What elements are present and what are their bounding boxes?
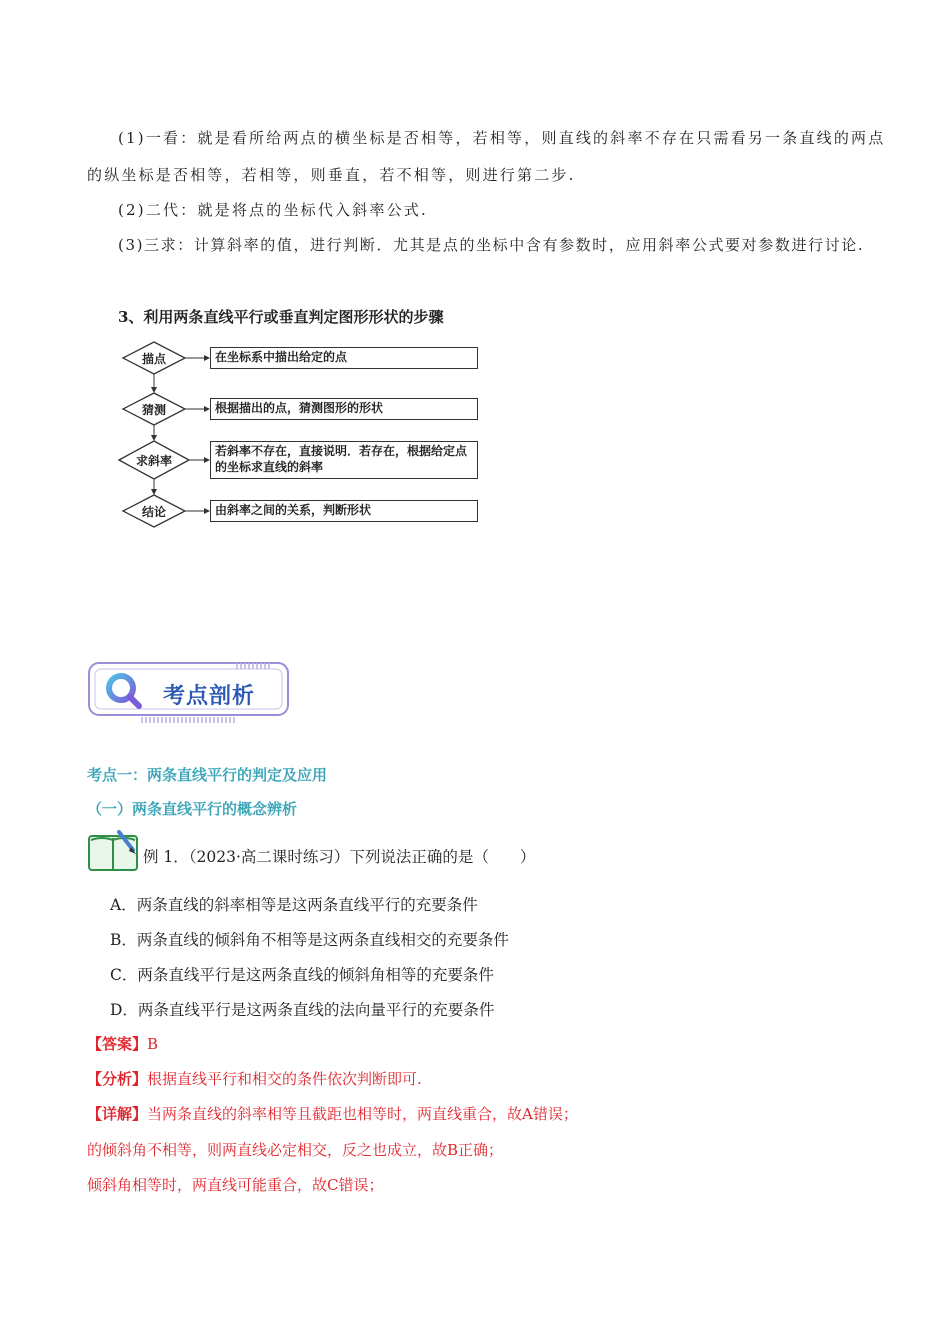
step2: (2)二代：就是将点的坐标代入斜率公式. (118, 201, 429, 219)
option-a: A．两条直线的斜率相等是这两条直线平行的充要条件 (110, 896, 478, 914)
step3: (3)三求：计算斜率的值，进行判断．尤其是点的坐标中含有参数时，应用斜率公式要对参数进行讨论. (118, 236, 865, 254)
step1-line1: (1)一看：就是看所给两点的横坐标是否相等，若相等，则直线的斜率不存在只需看另一条直线的两点 (118, 129, 886, 147)
banner-title: 考点剖析 (163, 684, 256, 709)
detail-line-3: 倾斜角相等时，两直线可能重合，故C错误； (87, 1176, 384, 1194)
example-stem: 例 1．（2023·高二课时练习）下列说法正确的是（ ） (143, 848, 536, 866)
detail-line-2: 的倾斜角不相等，则两直线必定相交，反之也成立，故B正确； (87, 1141, 504, 1159)
detail-line (87, 1103, 578, 1124)
flow-diamond-label: 猜测 (141, 403, 166, 417)
option-b: B．两条直线的倾斜角不相等是这两条直线相交的充要条件 (110, 931, 509, 949)
analysis-line (87, 1068, 422, 1089)
flowchart (118, 338, 488, 530)
step1-line2: 的纵坐标是否相等，若相等，则垂直，若不相等，则进行第二步. (87, 166, 576, 184)
flow-box (210, 347, 478, 369)
flow-box (210, 441, 478, 479)
section3-title: 3、利用两条直线平行或垂直判定图形形状的步骤 (118, 308, 444, 326)
flow-diamond-label: 求斜率 (135, 454, 172, 468)
analysis-tag: 【分析】 (87, 1070, 148, 1088)
flow-box-text: 在坐标系中描出给定的点 (215, 350, 348, 364)
option-d: D．两条直线平行是这两条直线的法向量平行的充要条件 (110, 1001, 495, 1019)
detail-tag: 【详解】 (87, 1105, 148, 1123)
magnifier-icon (101, 669, 151, 713)
answer-tag: 【答案】 (87, 1035, 148, 1053)
kaodian-subheading: （一）两条直线平行的概念辨析 (87, 800, 298, 818)
answer-value: B (147, 1035, 159, 1053)
option-c: C．两条直线平行是这两条直线的倾斜角相等的充要条件 (110, 966, 494, 984)
answer-line (87, 1033, 158, 1054)
flow-box-text: 根据描出的点，猜测图形的形状 (215, 401, 384, 415)
kaodian-heading: 考点一：两条直线平行的判定及应用 (87, 766, 328, 784)
kaodian-banner (87, 661, 290, 723)
detail-text: 当两条直线的斜率相等且截距也相等时，两直线重合，故A错误； (147, 1105, 578, 1123)
flow-box (210, 398, 478, 420)
flow-box-text: 的坐标求直线的斜率 (215, 460, 324, 474)
flow-box-text: 由斜率之间的关系，判断形状 (215, 503, 372, 517)
flow-box (210, 500, 478, 522)
book-pen-icon (87, 828, 141, 874)
flow-diamond-label: 结论 (141, 505, 166, 519)
analysis-text: 根据直线平行和相交的条件依次判断即可. (147, 1070, 422, 1088)
flow-diamond-label: 描点 (141, 352, 166, 366)
flow-box-text: 若斜率不存在，直接说明．若存在，根据给定点 (215, 444, 468, 458)
